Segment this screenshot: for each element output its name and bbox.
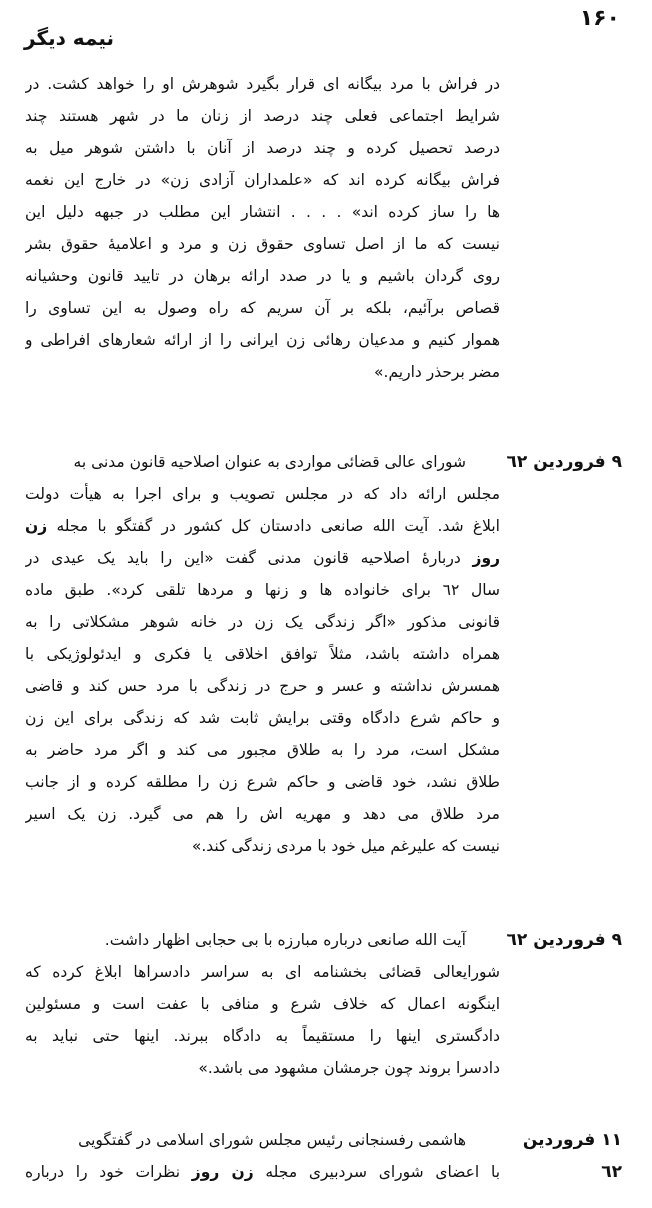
text-segment: سال ٦٢ برای خانواده ها و زنها و مردها تلقی کرد». طبق ماده — [25, 581, 500, 599]
text-line — [25, 1124, 500, 1156]
text-segment: فراش بیگانه کرده اند که «علمداران آزادی زن» در خارج این نغمه — [25, 171, 500, 189]
text-line — [25, 1020, 500, 1052]
text-segment: شرایط اجتماعی فعلی چند درصد از زنان ما در شهر هستند چند — [25, 107, 500, 125]
text-line — [25, 542, 500, 574]
text-segment: همراه داشته باشد، مثلاً توافق اخلاقی یا فکری و ایدئولوژیکی با — [25, 645, 500, 663]
text-line — [25, 574, 500, 606]
text-line — [25, 670, 500, 702]
text-segment: درصد تحصیل کرده و چند درصد از آنان با داشتن شوهر میل به — [25, 139, 500, 157]
entry-paragraph — [25, 924, 500, 1084]
text-line — [25, 638, 500, 670]
text-line — [25, 164, 500, 196]
text-segment: در فراش با مرد بیگانه ای قرار بگیرد شوهرش او را خواهد کشت. در — [25, 75, 500, 93]
text-line — [25, 766, 500, 798]
text-segment: طلاق نشد، خود قاضی و حاکم شرع زن را مطلقه کرده و از جانب — [25, 773, 500, 791]
entry-paragraph — [25, 1124, 500, 1188]
text-segment: دربارهٔ اصلاحیه قانون مدنی گفت «این را باید یک عیدی در — [25, 549, 473, 567]
text-segment: مرد طلاق می دهد و مهریه اش را هم می گیرد. زن یک اسیر — [25, 805, 500, 823]
text-segment: دادسرا بروند چون جرمشان مشهود می باشد.» — [198, 1059, 500, 1077]
entry-paragraph — [25, 446, 500, 862]
text-line — [25, 228, 500, 260]
text-segment: مضر برحذر داریم.» — [374, 363, 500, 381]
text-line — [25, 324, 500, 356]
text-line — [25, 356, 500, 388]
text-line — [25, 446, 500, 478]
text-segment: شورای عالی قضائی مواردی به عنوان اصلاحیه قانون مدنی به — [73, 453, 466, 471]
bold-text: زن — [25, 517, 48, 535]
text-line — [25, 196, 500, 228]
text-line — [25, 132, 500, 164]
text-segment: قانونی مذکور «اگر زندگی یک زن در خانه شوهر مشکلاتی را به — [25, 613, 500, 631]
text-line — [25, 798, 500, 830]
text-segment: و حاکم شرع دادگاه وقتی برایش ثابت شد که زندگی برای این زن — [25, 709, 500, 727]
bold-text: زن روز — [191, 1163, 254, 1181]
text-segment: همسرش نداشته و عسر و حرج در زندگی با مرد حس کند و قاضی — [25, 677, 500, 695]
text-line — [25, 830, 500, 862]
text-line — [25, 988, 500, 1020]
page-number: ۱۶۰ — [579, 6, 620, 31]
text-line — [25, 68, 500, 100]
paragraph-continued — [25, 68, 500, 388]
entry-date: ۱۱ فروردین ٦٢ — [522, 1130, 622, 1182]
text-line — [25, 1052, 500, 1084]
text-segment: آیت الله صانعی درباره مبارزه با بی حجابی اظهار داشت. — [104, 931, 466, 949]
text-segment: هاشمی رفسنجانی رئیس مجلس شورای اسلامی در گفتگویی — [78, 1131, 466, 1149]
text-segment: نظرات خود را درباره — [25, 1163, 192, 1181]
text-segment: قصاص برآئیم، بلکه بر آن سریم که راه وصول به این تساوی را — [25, 299, 500, 317]
entry-date: ۹ فروردین ٦٢ — [506, 930, 622, 950]
text-segment: مجلس ارائه داد که در مجلس تصویب و برای اجرا به هیأت دولت — [25, 485, 500, 503]
bold-text: روز — [472, 549, 500, 567]
text-line — [25, 702, 500, 734]
text-segment: نیست که ما از اصل تساوی حقوق زن و مرد و اعلامیهٔ حقوق بشر — [25, 235, 500, 253]
text-segment: ها را ساز کرده اند» . . . . انتشار این مطلب در جبهه دلیل این — [25, 203, 500, 221]
text-line — [25, 606, 500, 638]
text-segment: اینگونه اعمال که خلاف شرع و منافی با عفت است و مسئولین — [25, 995, 500, 1013]
text-segment: روی گردان باشیم و یا در صدد ارائه برهان در تایید قانون وحشیانه — [25, 267, 500, 285]
running-title: نیمه دیگر — [24, 26, 115, 50]
text-segment: با اعضای شورای سردبیری مجله — [253, 1163, 500, 1181]
text-line — [25, 734, 500, 766]
text-line — [25, 292, 500, 324]
text-line — [25, 956, 500, 988]
text-line — [25, 260, 500, 292]
text-segment: ابلاغ شد. آیت الله صانعی دادستان کل کشور در گفتگو با مجله — [47, 517, 500, 535]
text-line — [25, 100, 500, 132]
text-segment: هموار کنیم و مدعیان رهائی زن ایرانی را از ارائه شعارهای افراطی و — [25, 331, 500, 349]
text-segment: نیست که علیرغم میل خود با مردی زندگی کند.» — [191, 837, 500, 855]
text-line — [25, 510, 500, 542]
text-segment: دادگستری اینها را مستقیماً به دادگاه ببرند. اینها حتی نباید به — [25, 1027, 500, 1045]
entry-date: ۹ فروردین ٦٢ — [506, 452, 622, 472]
text-segment: مشکل است، مرد را به طلاق مجبور می کند و اگر مرد حاضر به — [25, 741, 500, 759]
text-line — [25, 478, 500, 510]
text-line — [25, 1156, 500, 1188]
text-segment: شورایعالی قضائی بخشنامه ای به سراسر دادسراها ابلاغ کرده که — [25, 963, 500, 981]
text-line — [25, 924, 500, 956]
